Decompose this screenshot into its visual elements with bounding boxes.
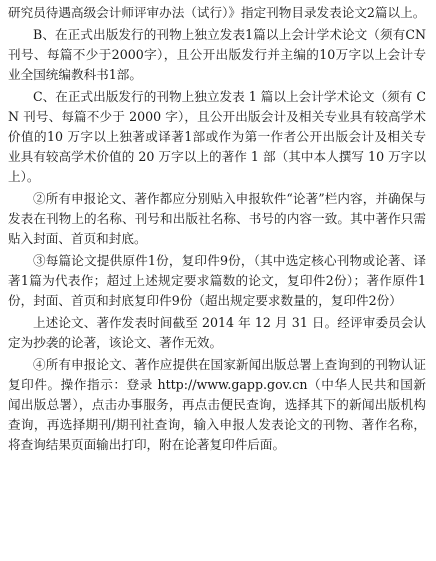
paragraph-deadline: 上述论文、著作发表时间截至 2014 年 12 月 31 日。经评审委员会认定为抄袭的论著，该论文、著作无效。: [8, 315, 426, 350]
paragraph-item-4: ④所有申报论文、著作应提供在国家新闻出版总署上查询到的刊物认证复印件。操作指示：登录 http://www.gapp.gov.cn（中华人民共和国新闻出版总署），点击办事服务，再点击便民查询，选择其下的新闻出版机构查询，再选择期刊/期刊社查询，输入申报人发表论文的刊物、著作名称，将查询结果页面输出打印，附在论著复印件后面。: [8, 357, 426, 452]
paragraph-continuation: 研究员待遇高级会计师评审办法（试行）》指定刊物目录发表论文2篇以上。: [8, 5, 426, 20]
paragraph-item-3: ③每篇论文提供原件1份，复印件9份，（其中选定核心刊物或论著、译著1篇为代表作；超过上述规定要求篇数的论文，复印件2份）；著作原件1份，封面、首页和封底复印件9份（超出规定要求数量的，复印件2份）: [8, 253, 426, 308]
paragraph-option-b: B、在正式出版发行的刊物上独立发表1篇以上会计学术论文（须有CN刊号、每篇不少于2000字），且公开出版发行并主编的10万字以上会计专业全国统编教科书1部。: [8, 27, 426, 82]
paragraph-item-2: ②所有申报论文、著作都应分别贴入申报软件“论著”栏内容，并确保与发表在刊物上的名称、刊号和出版社名称、书号的内容一致。其中著作只需贴入封面、首页和封底。: [8, 191, 426, 246]
paragraph-option-c: C、在正式出版发行的刊物上独立发表 1 篇以上会计学术论文（须有 CN 刊号、每篇不少于 2000 字），且公开出版会计及相关专业具有较高学术价值的10 万字以上独著或译著1部或作为第一作者公开出版会计及相关专业具有较高学术价值的 20 万字以上的著作 1 部（其中本人撰写 10 万字以上）。: [8, 89, 426, 184]
